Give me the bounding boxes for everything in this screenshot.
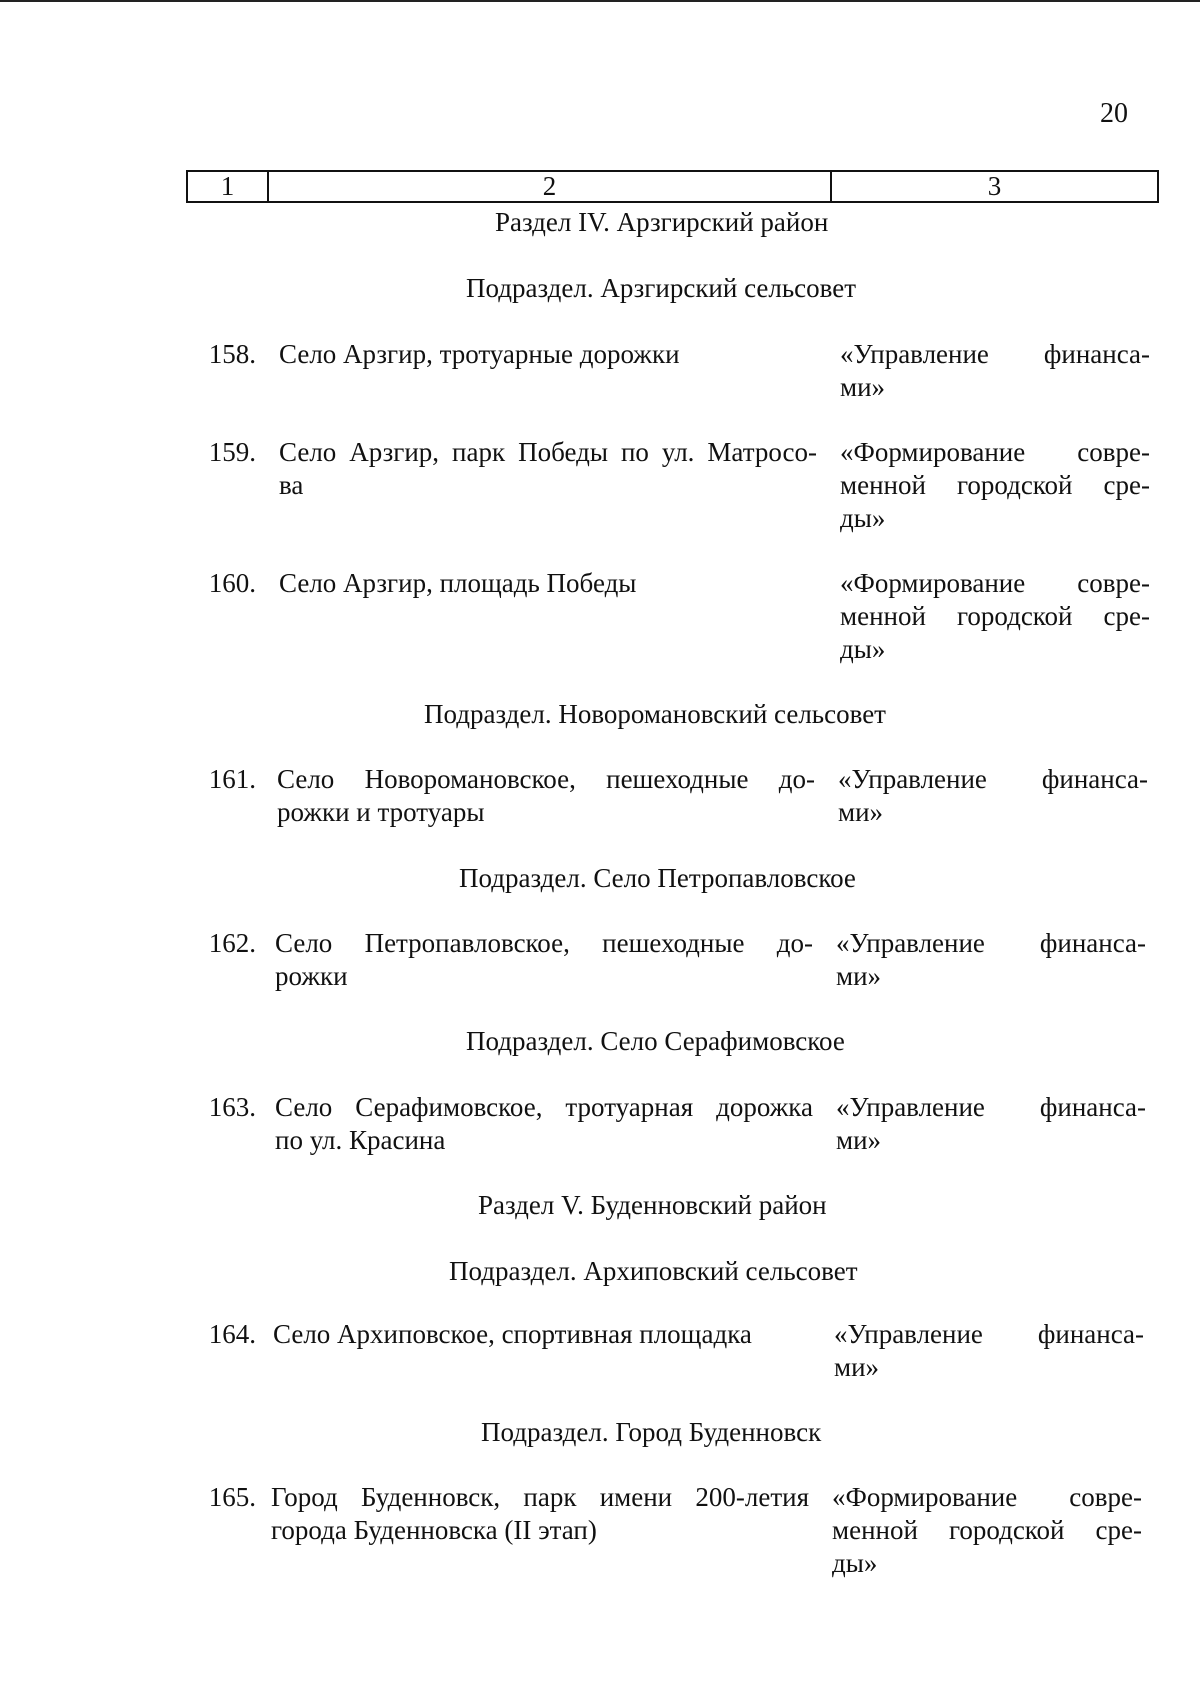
- object-name: Село Серафимовское, тротуарная дорожка по ул. Красина: [275, 1092, 813, 1155]
- program-name: «Формирование совре- менной городской сре- ды»: [832, 1482, 1142, 1578]
- header-col-3: 3: [987, 171, 1002, 201]
- program-name: «Управление финанса- ми»: [840, 339, 1150, 402]
- subsection-heading: Подраздел. Арзгирский сельсовет: [466, 273, 857, 303]
- row-number: 158.: [208, 339, 256, 369]
- row-number: 165.: [208, 1482, 256, 1512]
- page-number: 20: [1100, 98, 1128, 129]
- row-number: 160.: [208, 568, 256, 598]
- program-name: «Формирование совре- менной городской сре- ды»: [840, 437, 1150, 533]
- program-name: «Управление финанса- ми»: [838, 764, 1148, 827]
- subsection-heading: Подраздел. Архиповский сельсовет: [449, 1256, 858, 1286]
- section-heading: Раздел V. Буденновский район: [478, 1190, 827, 1220]
- program-name: «Формирование совре- менной городской сре- ды»: [840, 568, 1150, 664]
- top-border-line: [0, 0, 1200, 2]
- table-header: [186, 170, 1159, 203]
- object-name: Село Арзгир, парк Победы по ул. Матросо- ва: [279, 437, 817, 500]
- subsection-heading: Подраздел. Город Буденновск: [481, 1417, 822, 1447]
- program-name: «Управление финанса- ми»: [836, 928, 1146, 991]
- subsection-heading: Подраздел. Село Серафимовское: [466, 1026, 845, 1056]
- row-number: 163.: [208, 1092, 256, 1122]
- program-name: «Управление финанса- ми»: [836, 1092, 1146, 1155]
- object-name: Село Новоромановское, пешеходные до- рожки и тротуары: [277, 764, 815, 827]
- object-name: Село Петропавловское, пешеходные до- рожки: [275, 928, 813, 991]
- subsection-heading: Подраздел. Село Петропавловское: [459, 863, 856, 893]
- object-name: Город Буденновск, парк имени 200-летия города Буденновска (II этап): [271, 1482, 809, 1545]
- header-col-2: 2: [269, 172, 832, 201]
- row-number: 164.: [208, 1319, 256, 1349]
- object-name: Село Арзгир, площадь Победы: [279, 568, 637, 598]
- object-name: Село Арзгир, тротуарные дорожки: [279, 339, 680, 369]
- subsection-heading: Подраздел. Новоромановский сельсовет: [424, 699, 886, 729]
- object-name: Село Архиповское, спортивная площадка: [273, 1319, 752, 1349]
- row-number: 159.: [208, 437, 256, 467]
- row-number: 162.: [208, 928, 256, 958]
- section-heading: Раздел IV. Арзгирский район: [495, 207, 829, 237]
- header-col-1: 1: [188, 172, 269, 201]
- program-name: «Управление финанса- ми»: [834, 1319, 1144, 1382]
- row-number: 161.: [208, 764, 256, 794]
